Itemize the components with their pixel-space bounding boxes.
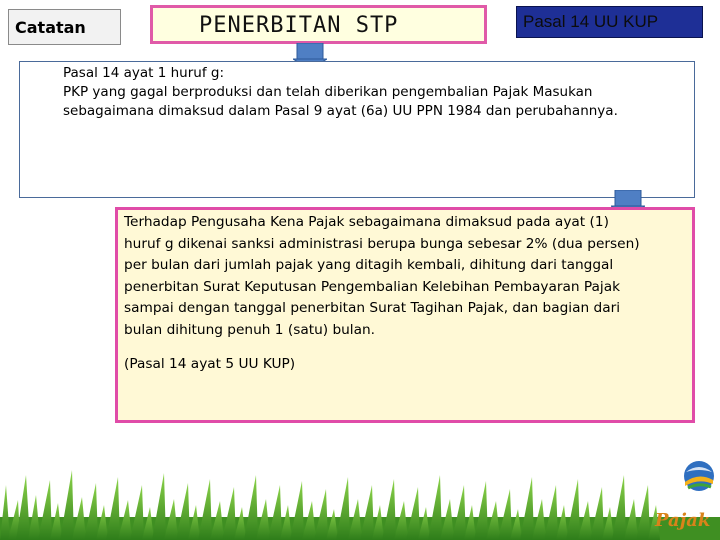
sanction-line: huruf g dikenai sanksi administrasi berupa bunga sebesar 2% (dua persen)	[124, 235, 640, 252]
grass-decoration	[0, 455, 720, 540]
regulation-line: PKP yang gagal berproduksi dan telah diberikan pengembalian Pajak Masukan	[63, 84, 593, 100]
sanction-line: Terhadap Pengusaha Kena Pajak sebagaimana dimaksud pada ayat (1)	[124, 214, 609, 230]
page-title: PENERBITAN STP	[150, 5, 487, 44]
sanction-line: penerbitan Surat Keputusan Pengembalian Kelebihan Pembayaran Pajak	[124, 278, 621, 295]
sanction-text-box	[115, 207, 695, 423]
legal-reference-badge: Pasal 14 UU KUP	[516, 6, 703, 38]
sanction-source-note: (Pasal 14 ayat 5 UU KUP)	[124, 356, 296, 372]
regulation-text-box	[19, 61, 695, 198]
pajak-logo-text: Pajak	[655, 510, 711, 531]
regulation-line: sebagaimana dimaksud dalam Pasal 9 ayat (6a) UU PPN 1984 dan perubahannya.	[63, 103, 618, 119]
sanction-line: sampai dengan tanggal penerbitan Surat Tagihan Pajak, dan bagian dari	[124, 300, 621, 316]
pajak-logo-icon	[680, 458, 718, 502]
sanction-line: bulan dihitung penuh 1 (satu) bulan.	[124, 321, 376, 338]
sanction-line: per bulan dari jumlah pajak yang ditagih kembali, dihitung dari tanggal	[124, 257, 614, 273]
regulation-heading: Pasal 14 ayat 1 huruf g:	[63, 65, 225, 81]
note-label: Catatan	[8, 9, 121, 45]
